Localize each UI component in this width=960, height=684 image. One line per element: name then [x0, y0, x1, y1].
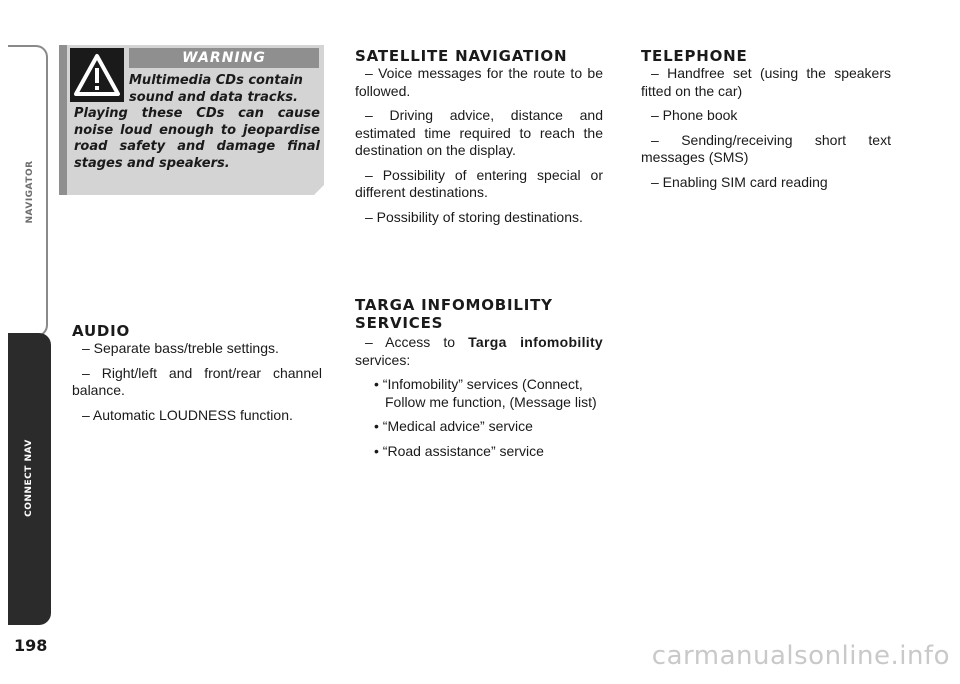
audio-item: – Separate bass/treble settings.: [82, 340, 279, 356]
telephone-item: – Sending/receiving short text messages (SMS): [641, 131, 891, 165]
warning-box-corner-fold: [314, 185, 324, 195]
telephone-item: – Handfree set (using the speakers fitted on the car): [641, 65, 891, 99]
targa-bullet: • “Road assistance” service: [374, 442, 544, 459]
targa-brand: Targa infomobility: [468, 334, 603, 350]
warning-body: Playing these CDs can cause noise loud enough to jeopardise road safety and damage final stages and speakers.: [74, 106, 320, 171]
audio-item: – Right/left and front/rear channel balance.: [72, 364, 322, 398]
audio-heading: AUDIO: [72, 322, 131, 340]
warning-box-strip: [59, 45, 67, 195]
satellite-navigation-section: [355, 47, 603, 233]
satnav-item: – Voice messages for the route to be followed.: [355, 65, 603, 99]
telephone-item: – Phone book: [651, 107, 738, 123]
audio-item: – Automatic LOUDNESS function.: [82, 406, 293, 423]
section-label-connect-nav: CONNECT NAV: [24, 439, 34, 517]
warning-line-2: sound and data tracks.: [129, 89, 298, 105]
targa-heading-line-1: TARGA INFOMOBILITY: [355, 296, 553, 314]
targa-bullet: • “Infomobility” services (Connect, Follow me function, (Message list): [374, 376, 597, 410]
page-number: 198: [14, 636, 48, 655]
footer-watermark: carmanualsonline.info: [651, 641, 950, 671]
targa-bullet: • “Medical advice” service: [374, 418, 533, 434]
targa-infomobility-section: [355, 296, 603, 467]
targa-intro-prefix: – Access to: [365, 334, 455, 350]
targa-intro: [355, 334, 603, 369]
telephone-section: [641, 47, 891, 198]
telephone-heading: TELEPHONE: [641, 47, 748, 65]
satellite-navigation-heading: SATELLITE NAVIGATION: [355, 47, 568, 65]
warning-text: [74, 73, 320, 172]
satnav-item: – Driving advice, distance and estimated time required to reach the destination on the display.: [355, 107, 603, 158]
targa-heading-line-2: SERVICES: [355, 314, 444, 332]
satnav-item: – Possibility of entering special or different destinations.: [355, 166, 603, 200]
telephone-item: – Enabling SIM card reading: [651, 173, 828, 190]
warning-label: WARNING: [129, 48, 319, 68]
satnav-item: – Possibility of storing destinations.: [365, 208, 583, 225]
warning-line-1: Multimedia CDs contain: [129, 73, 303, 88]
targa-intro-suffix: services:: [355, 351, 411, 368]
section-label-navigator: NAVIGATOR: [25, 160, 35, 224]
audio-section: [72, 322, 322, 431]
